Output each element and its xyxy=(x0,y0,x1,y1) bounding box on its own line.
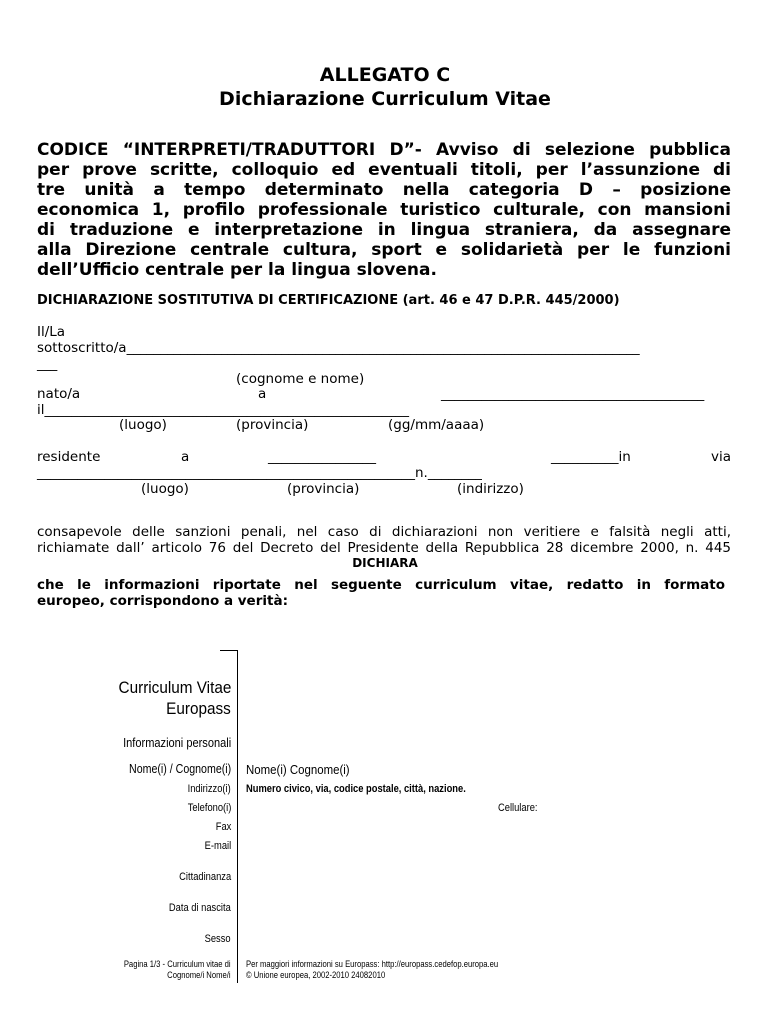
cv-divider-top xyxy=(220,650,238,651)
il-date-field[interactable]: il______________________________________________________ xyxy=(37,402,410,418)
provincia-hint-2: (provincia) xyxy=(287,481,360,497)
provincia-hint: (provincia) xyxy=(236,417,309,433)
codice-line: di traduzione e interpretazione in lingua straniera, da assegnare xyxy=(37,220,731,240)
codice-line: tre unità a tempo determinato nella categoria D – posizione xyxy=(37,180,731,200)
cv-subtitle: Europass xyxy=(166,699,231,718)
residente-luogo-field[interactable]: ________________ xyxy=(268,449,376,465)
nato-label: nato/a xyxy=(37,386,81,402)
residente-provincia-field[interactable]: __________in xyxy=(551,449,631,465)
telefono-label: Telefono(i) xyxy=(187,802,231,814)
codice-line: per prove scritte, colloquio ed eventuali titoli, per l’assunzione di xyxy=(37,160,731,180)
luogo-hint: (luogo) xyxy=(119,417,167,433)
dichiara-heading: DICHIARA xyxy=(352,556,418,570)
footer-page: Pagina 1/3 - Curriculum vitae di xyxy=(124,959,231,969)
dichiarazione-title: DICHIARAZIONE SOSTITUTIVA DI CERTIFICAZIONE (art. 46 e 47 D.P.R. 445/2000) xyxy=(37,293,620,308)
indirizzo-label: Indirizzo(i) xyxy=(187,783,231,795)
consapevole-line: richiamate dall’ articolo 76 del Decreto del Presidente della Repubblica 28 dicembre 2000, n. 445 xyxy=(37,540,731,556)
email-label: E-mail xyxy=(204,840,231,852)
consapevole-line: consapevole delle sanzioni penali, nel caso di dichiarazioni non veritiere e falsità negli atti, xyxy=(37,524,731,540)
il-la-label: Il/La xyxy=(37,324,66,340)
residente-label: residente xyxy=(37,449,101,465)
cv-section-title: Informazioni personali xyxy=(122,735,231,750)
underscore-tail: ___ xyxy=(37,356,58,372)
footer-name: Cognome/i Nome/i xyxy=(167,970,231,980)
cittadinanza-label: Cittadinanza xyxy=(179,871,231,883)
nato-luogo-field[interactable]: _______________________________________ xyxy=(441,386,705,402)
data-nascita-label: Data di nascita xyxy=(169,902,231,914)
codice-line: dell’Ufficio centrale per la lingua slovena. xyxy=(37,260,437,280)
codice-line: CODICE “INTERPRETI/TRADUTTORI D”- Avviso di selezione pubblica xyxy=(37,140,731,160)
che-line: che le informazioni riportate nel seguente curriculum vitae, redatto in formato xyxy=(37,577,725,593)
allegato-title: ALLEGATO C xyxy=(319,64,451,86)
name-value: Nome(i) Cognome(i) xyxy=(246,762,350,777)
codice-paragraph xyxy=(37,140,731,280)
name-label: Nome(i) / Cognome(i) xyxy=(128,762,231,776)
footer-copyright: © Unione europea, 2002-2010 24082010 xyxy=(246,970,386,980)
codice-line: economica 1, profilo professionale turistico culturale, con mansioni xyxy=(37,200,731,220)
luogo-hint-2: (luogo) xyxy=(141,481,189,497)
consapevole-paragraph xyxy=(37,524,731,556)
sottoscritto-field[interactable]: sottoscritto/a____________________________________________________________________________ xyxy=(37,340,640,356)
cv-divider xyxy=(237,650,238,983)
fax-label: Fax xyxy=(215,821,231,833)
codice-line: alla Direzione centrale cultura, sport e solidarietà per le funzioni xyxy=(37,240,731,260)
cv-title: Curriculum Vitae xyxy=(118,678,231,697)
indirizzo-hint: (indirizzo) xyxy=(457,481,524,497)
nato-a-label: a xyxy=(258,386,267,402)
cognome-nome-hint: (cognome e nome) xyxy=(236,371,365,387)
indirizzo-value: Numero civico, via, codice postale, città, nazione. xyxy=(246,783,466,795)
indirizzo-field[interactable]: ________________________________________________________n.________ xyxy=(37,465,482,481)
document-subtitle: Dichiarazione Curriculum Vitae xyxy=(219,88,551,110)
via-label: via xyxy=(711,449,732,465)
cellulare-label: Cellulare: xyxy=(498,802,538,814)
residente-a-label: a xyxy=(181,449,190,465)
data-hint: (gg/mm/aaaa) xyxy=(388,417,485,433)
footer-europass-info: Per maggiori informazioni su Europass: http://europass.cedefop.europa.eu xyxy=(246,959,499,969)
sesso-label: Sesso xyxy=(205,933,231,945)
che-line: europeo, corrispondono a verità: xyxy=(37,593,288,609)
che-paragraph xyxy=(37,577,725,609)
